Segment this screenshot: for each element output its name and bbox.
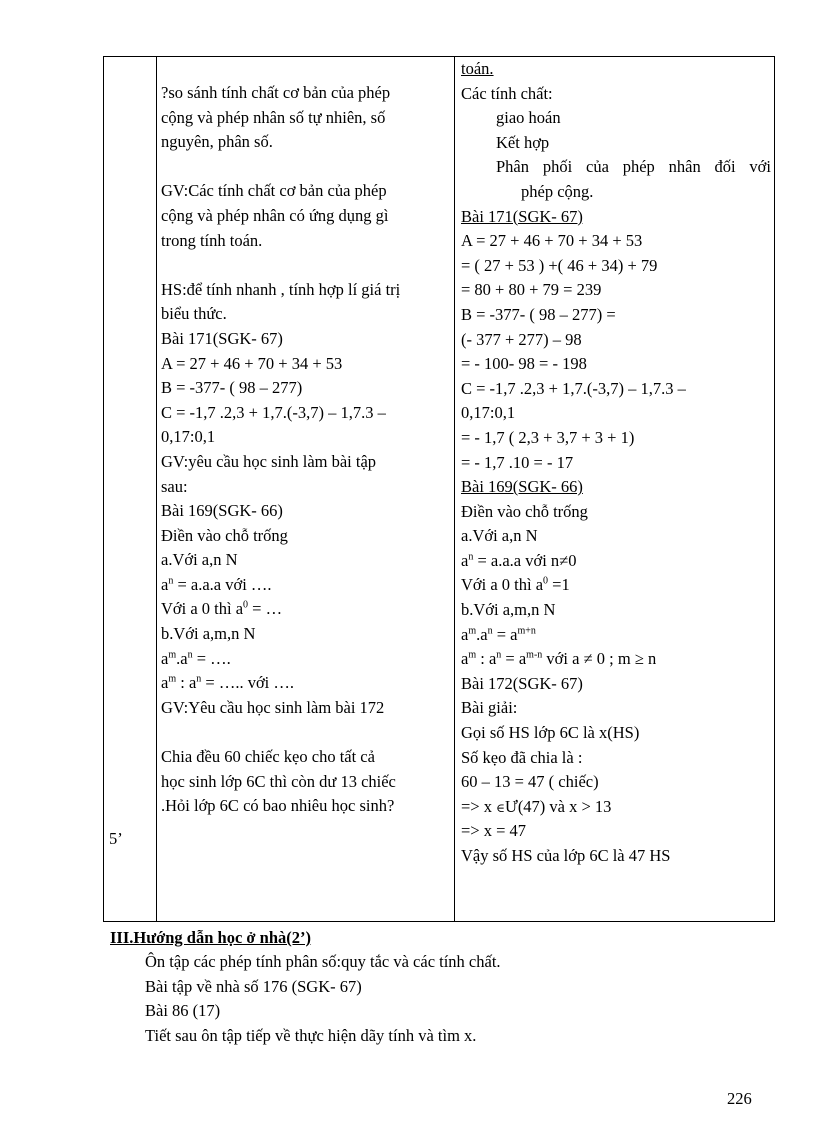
text-line: Bài 171(SGK- 67) <box>161 328 283 348</box>
blank-line <box>161 155 453 180</box>
exponent: n <box>487 625 493 637</box>
text-line: 0,17:0,1 <box>161 427 216 447</box>
text-line: Vậy số HS của lớp 6C là 47 HS <box>461 846 671 865</box>
math-line: = ( 27 + 53 ) +( 46 + 34) + 79 <box>461 255 658 275</box>
math-line: C = -1,7 .2,3 + 1,7.(-3,7) – 1,7.3 – <box>461 378 686 398</box>
text-line: GV:Các tính chất cơ bản của phép <box>161 181 387 201</box>
math-part: Với a 0 thì a <box>461 575 544 595</box>
lesson-table <box>103 56 775 922</box>
text-line: Kết hợp <box>496 132 550 152</box>
text-line: giao hoán <box>496 108 561 128</box>
text-line: Bài 169(SGK- 66) <box>161 501 283 521</box>
text-line: biểu thức. <box>161 304 227 324</box>
math-part: a <box>461 550 469 570</box>
text-line: B = -377- ( 98 – 277) <box>161 378 303 398</box>
math-line: (- 377 + 277) – 98 <box>461 329 582 349</box>
exponent: m <box>168 673 177 685</box>
not-equal-symbol: ≠ <box>559 550 569 570</box>
math-line: 60 – 13 = 47 ( chiếc) <box>461 772 599 792</box>
exercise-heading: Bài 172(SGK- 67) <box>461 673 583 693</box>
section-heading: III.Hướng dẫn học ở nhà(2’) <box>110 928 312 947</box>
exponent: m <box>468 625 477 637</box>
math-line: = 80 + 80 + 79 = 239 <box>461 280 602 300</box>
homework-line: Bài 86 (17) <box>145 1001 221 1020</box>
exercise-heading: Bài 171(SGK- 67) <box>461 206 583 226</box>
math-part: 0 ; m <box>592 649 635 669</box>
text-line: A = 27 + 46 + 70 + 34 + 53 <box>161 353 343 373</box>
text-line: Số kẹo đã chia là : <box>461 747 583 767</box>
text-line: Gọi số HS lớp 6C là x(HS) <box>461 723 640 743</box>
text-line: ?so sánh tính chất cơ bản của phép <box>161 83 391 102</box>
math-line: 0,17:0,1 <box>461 403 516 423</box>
not-equal-symbol: ≠ <box>583 649 593 669</box>
math-part: 0 <box>568 550 577 570</box>
exponent: m <box>468 649 477 661</box>
text-line: b.Với a,m,n N <box>461 600 556 620</box>
math-part: với a <box>542 649 584 669</box>
text-line: .Hỏi lớp 6C có bao nhiêu học sinh? <box>161 796 395 816</box>
exponent: n <box>496 649 502 661</box>
page-number: 226 <box>727 1089 752 1108</box>
text-line: a.Với a,n N <box>461 526 538 546</box>
math-line: = - 1,7 ( 2,3 + 3,7 + 3 + 1) <box>461 427 635 447</box>
text-line: $a^m$ : $a^n$ = ….. với …. <box>161 673 295 693</box>
math-part: = a <box>492 624 518 644</box>
text-line: Điền vào chỗ trống <box>461 501 588 521</box>
exponent: n <box>168 575 174 587</box>
math-part: n <box>643 649 657 669</box>
math-part: a <box>461 649 469 669</box>
homework-section <box>110 926 750 1048</box>
homework-line: Bài tập về nhà số 176 (SGK- 67) <box>145 976 362 996</box>
student-activity-column <box>461 57 771 869</box>
math-line: A = 27 + 46 + 70 + 34 + 53 <box>461 231 643 251</box>
exponent: m+n <box>517 625 536 637</box>
exponent: n <box>196 673 202 685</box>
text-line: cộng và phép nhân có ứng dụng gì <box>161 205 389 225</box>
exponent: 0 <box>543 575 549 587</box>
text-line: Các tính chất: <box>461 83 553 103</box>
math-line <box>461 647 771 672</box>
math-part: = a <box>501 649 527 669</box>
text-line: học sinh lớp 6C thì còn dư 13 chiếc <box>161 771 396 791</box>
exponent: n <box>187 649 193 661</box>
text-line: $a^m.a^n$ = …. <box>161 648 231 668</box>
homework-line: Ôn tập các phép tính phân số:quy tắc và các tính chất. <box>145 952 501 971</box>
time-column <box>104 57 156 921</box>
time-value: 5’ <box>109 829 123 848</box>
text-line: Bài giải: <box>461 698 518 718</box>
text-line: Điền vào chỗ trống <box>161 525 288 545</box>
math-line: = - 100- 98 = - 198 <box>461 354 587 374</box>
text-line: trong tính toán. <box>161 230 263 250</box>
math-line <box>461 549 771 574</box>
exponent: m-n <box>526 649 543 661</box>
text-line: C = -1,7 .2,3 + 1,7.(-3,7) – 1,7.3 – <box>161 402 386 422</box>
math-part: a <box>461 624 469 644</box>
exponent: 0 <box>243 599 249 611</box>
text-line: GV:yêu cầu học sinh làm bài tập <box>161 451 377 471</box>
greater-equal-symbol: ≥ <box>634 649 644 669</box>
text-line: nguyên, phân số. <box>161 132 273 152</box>
element-of-symbol: ∈ <box>496 800 506 815</box>
math-line <box>461 623 771 648</box>
math-part: = a.a.a với n <box>473 550 560 570</box>
math-part: Ư(47) và x > 13 <box>505 796 612 816</box>
text-line: b.Với a,m,n N <box>161 624 256 644</box>
math-line: B = -377- ( 98 – 277) = <box>461 304 616 324</box>
math-line: = - 1,7 .10 = - 17 <box>461 452 574 472</box>
text-line: sau: <box>161 476 188 496</box>
blank-line <box>161 720 453 745</box>
math-line <box>461 573 771 598</box>
math-line: => x = 47 <box>461 821 527 841</box>
text-line: toán. <box>461 59 494 78</box>
math-line <box>461 795 771 820</box>
column-divider <box>156 57 157 921</box>
exercise-heading: Bài 169(SGK- 66) <box>461 477 583 497</box>
math-part: .a <box>476 624 488 644</box>
teacher-activity-column <box>161 81 453 819</box>
math-part: => x <box>461 796 497 816</box>
text-line: Phân phối của phép nhân đối với <box>496 157 771 177</box>
homework-line: Tiết sau ôn tập tiếp về thực hiện dãy tính và tìm x. <box>145 1025 477 1045</box>
text-line: $a^n = a.a.a$ với …. <box>161 574 272 594</box>
text-line: HS:để tính nhanh , tính hợp lí giá trị <box>161 279 401 299</box>
text-line: Với a 0 thì $a^0$ = … <box>161 599 283 619</box>
text-line: a.Với a,n N <box>161 550 238 570</box>
text-line: phép cộng. <box>521 181 594 201</box>
exponent: n <box>468 551 474 563</box>
blank-line <box>161 253 453 278</box>
math-part: : a <box>476 649 497 669</box>
text-line: GV:Yêu cầu học sinh làm bài 172 <box>161 697 385 717</box>
text-line: cộng và phép nhân số tự nhiên, số <box>161 107 386 127</box>
math-part: =1 <box>548 575 570 595</box>
text-line: Chia đều 60 chiếc kẹo cho tất cả <box>161 747 375 767</box>
column-divider <box>454 57 455 921</box>
exponent: m <box>168 649 177 661</box>
